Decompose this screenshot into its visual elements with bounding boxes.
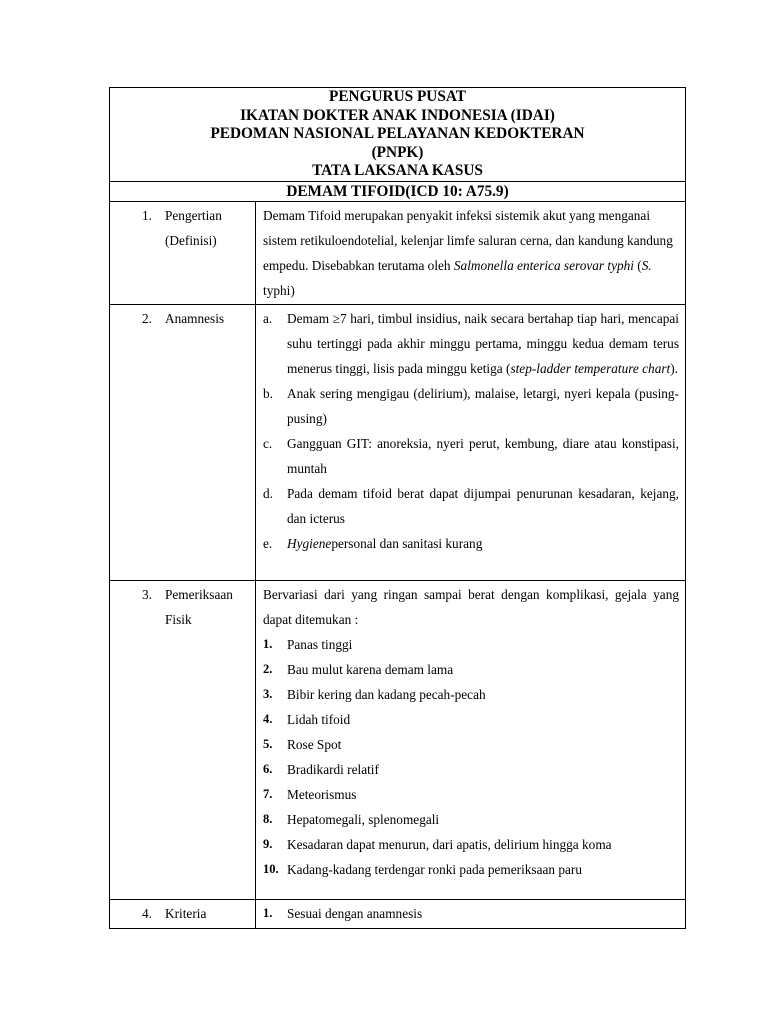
header-line-2: IKATAN DOKTER ANAK INDONESIA (IDAI) [240,106,555,124]
section-label: Anamnesis [165,310,225,326]
guideline-table [109,87,686,929]
list-item: d. Pada demam tifoid berat dapat dijumpai penurunan kesadaran, kejang, dan icterus [263,485,679,526]
document-title: DEMAM TIFOID(ICD 10: A75.9) [110,181,686,201]
list-item: 5. Rose Spot [263,736,342,752]
header-row [110,88,686,182]
section-label: Pemeriksaan Fisik [165,586,233,627]
document-header [110,88,686,182]
header-line-4: (PNPK) [371,143,424,161]
list-item: 6. Bradikardi relatif [263,761,379,777]
section-row-criteria [110,899,686,928]
section-label: Pengertian (Definisi) [165,207,222,248]
section-row-physical-exam [110,580,686,899]
list-item: c. Gangguan GIT: anoreksia, nyeri perut, kembung, diare atau konstipasi, muntah [263,435,679,476]
title-row [110,181,686,201]
section-row-definition [110,201,686,304]
list-item: 1. Panas tinggi [263,636,353,652]
list-item: a. Demam ≥7 hari, timbul insidius, naik secara bertahap tiap hari, mencapai suhu tertinggi pada akhir minggu pertama, minggu kedua demam terus menerus tinggi, lisis pada minggu ketiga (step-ladder temperature chart). [263,310,679,376]
list-item: 7. Meteorismus [263,786,357,802]
list-item: 2. Bau mulut karena demam lama [263,661,454,677]
section-label: Kriteria [165,905,207,921]
section-number: 1. [142,207,152,223]
header-line-3: PEDOMAN NASIONAL PELAYANAN KEDOKTERAN [210,125,585,142]
criteria-list [256,900,685,926]
section-row-anamnesis [110,304,686,580]
list-item: 3. Bibir kering dan kadang pecah-pecah [263,686,486,702]
list-item: e. Hygienepersonal dan sanitasi kurang [263,535,483,551]
list-item: 10. Kadang-kadang terdengar ronki pada pemeriksaan paru [263,861,582,877]
section-number: 4. [142,905,152,921]
list-item: b. Anak sering mengigau (delirium), malaise, letargi, nyeri kepala (pusing-pusing) [263,385,679,426]
physical-exam-intro: Bervariasi dari yang ringan sampai berat dengan komplikasi, gejala yang dapat ditemukan : [263,586,679,627]
list-item: 8. Hepatomegali, splenomegali [263,811,440,827]
list-item: 9. Kesadaran dapat menurun, dari apatis, delirium hingga koma [263,836,612,852]
physical-exam-content [256,581,685,882]
header-line-5: TATA LAKSANA KASUS [312,162,483,179]
section-number: 3. [142,586,152,602]
list-item: 4. Lidah tifoid [263,711,351,727]
definition-text: Demam Tifoid merupakan penyakit infeksi sistemik akut yang menganai sistem retikuloendotelial, kelenjar limfe saluran cerna, dan kandung kandung empedu. Disebabkan terutama oleh Salmonella enterica serovar typhi (S. typhi) [263,207,673,298]
anamnesis-list [256,305,685,556]
list-item: 1. Sesuai dengan anamnesis [263,905,423,921]
header-line-1: PENGURUS PUSAT [329,88,466,105]
section-number: 2. [142,310,152,326]
